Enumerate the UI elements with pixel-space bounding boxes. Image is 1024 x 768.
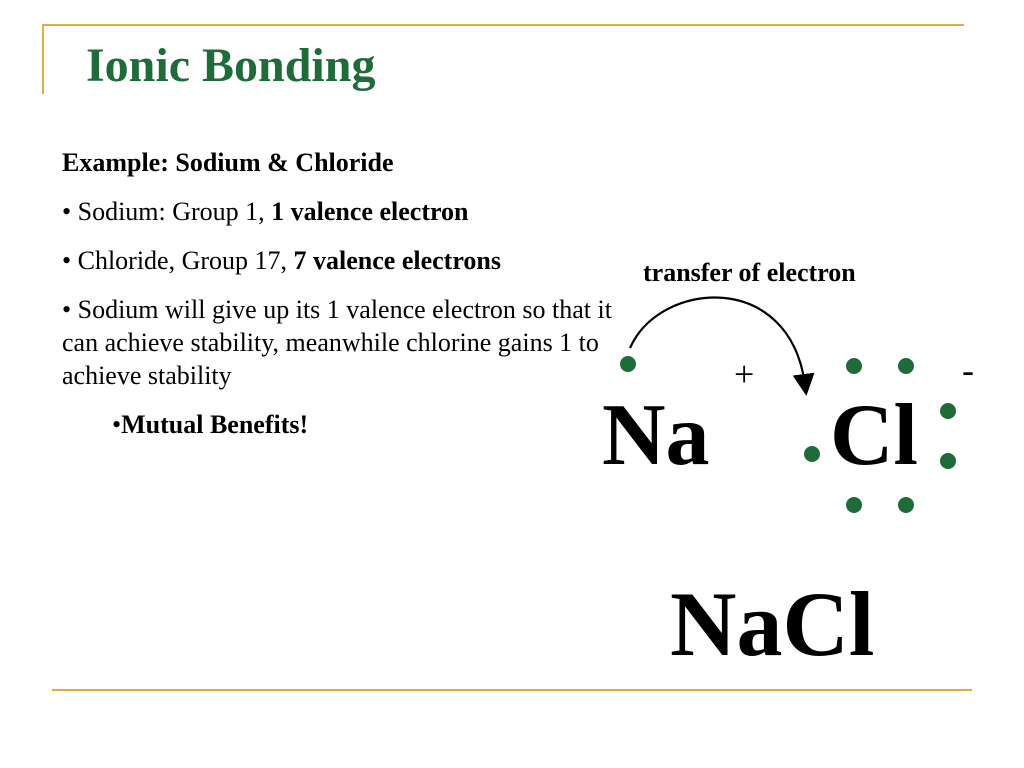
content-text: [62, 146, 622, 457]
sodium-charge: +: [734, 354, 755, 394]
bottom-rule: [52, 689, 972, 691]
top-rule: [42, 24, 964, 26]
left-rule: [42, 24, 44, 94]
bullet-mutual-benefits: •Mutual Benefits!: [112, 410, 309, 440]
chlorine-dot-top-right: [898, 358, 914, 374]
slide-title: Ionic Bonding: [86, 39, 376, 92]
compound-formula: NaCl: [670, 573, 875, 675]
bullet-chloride: • Chloride, Group 17, 7 valence electrons: [62, 246, 501, 276]
chlorine-dot-bottom-left: [846, 497, 862, 513]
bullet-transfer-explanation: • Sodium will give up its 1 valence electron so that it can achieve stability, meanwhile chlorine gains 1 to achieve stability: [62, 295, 612, 391]
transfer-label: transfer of electron: [643, 258, 856, 287]
bullet-sodium: • Sodium: Group 1, 1 valence electron: [62, 197, 469, 227]
arrow-curve: [630, 297, 805, 385]
chlorine-dot-bottom-right: [898, 497, 914, 513]
sodium-valence-dot: [620, 356, 636, 372]
chlorine-symbol: Cl: [830, 387, 918, 484]
chlorine-dot-right-lower: [940, 453, 956, 469]
example-heading: Example: Sodium & Chloride: [62, 148, 394, 177]
electron-transfer-arrow-icon: [600, 290, 830, 400]
chlorine-charge: -: [962, 350, 974, 390]
chlorine-dot-top-left: [846, 358, 862, 374]
sodium-symbol: Na: [602, 387, 710, 484]
chlorine-dot-right-upper: [940, 403, 956, 419]
transferred-electron-dot: [804, 446, 820, 462]
